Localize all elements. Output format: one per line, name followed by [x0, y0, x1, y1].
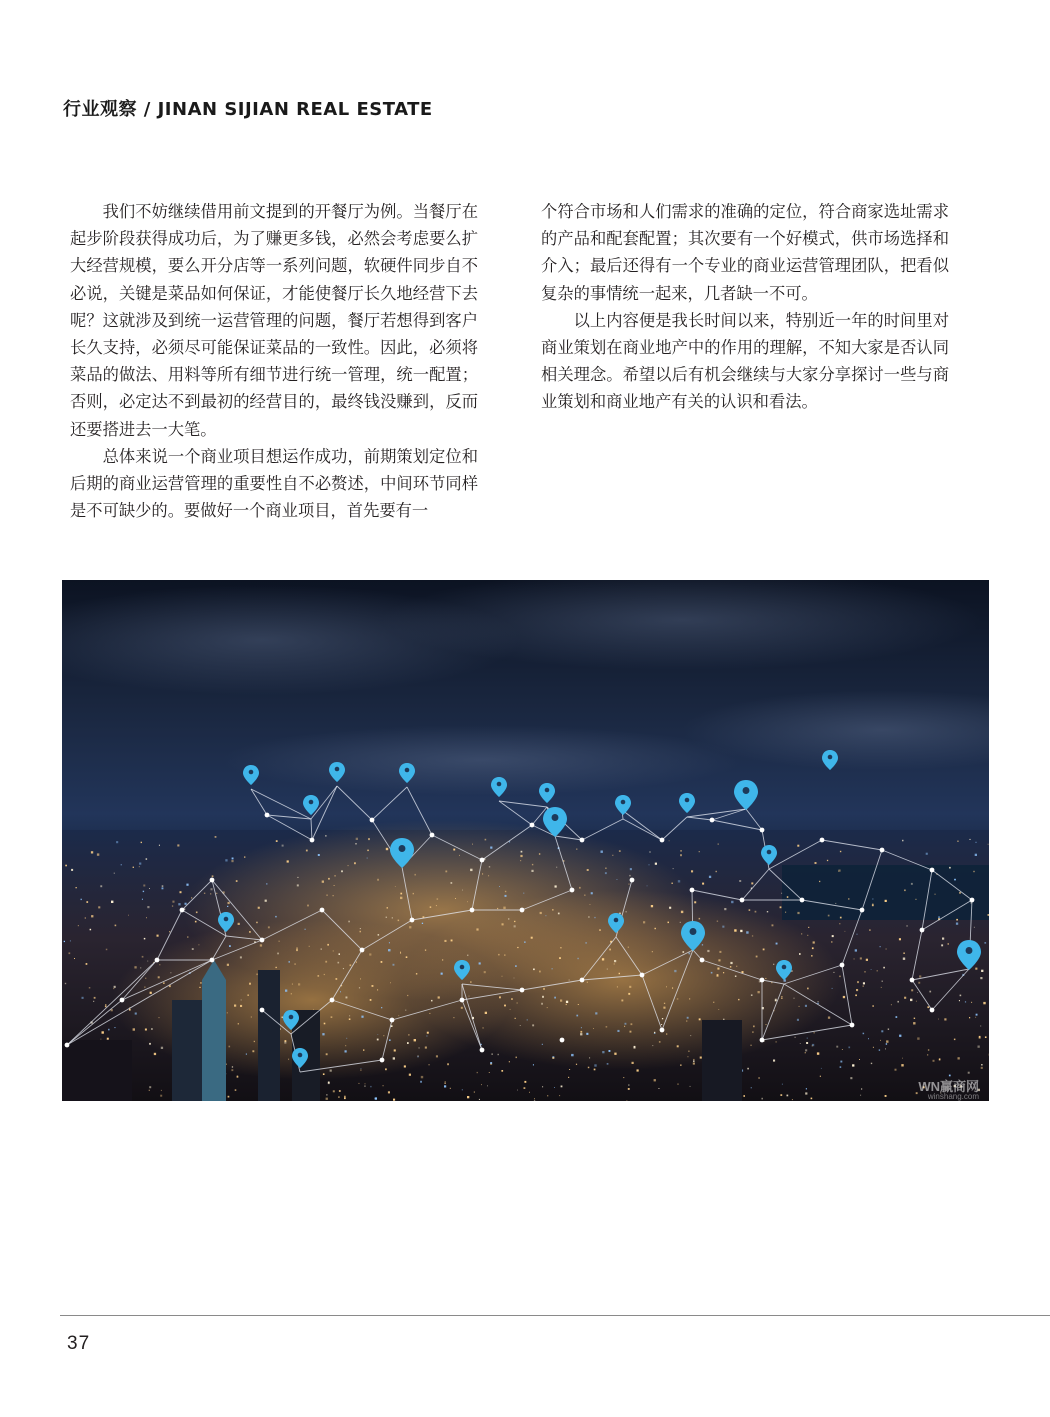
network-node [180, 908, 185, 913]
network-node [710, 818, 715, 823]
network-node [800, 898, 805, 903]
article-column-right [541, 198, 949, 416]
network-node [630, 878, 635, 883]
network-node [860, 908, 865, 913]
network-node [580, 838, 585, 843]
network-node [740, 898, 745, 903]
network-node [530, 823, 535, 828]
night-city-image [62, 580, 989, 1101]
network-node [520, 988, 525, 993]
network-node [260, 1008, 265, 1013]
article-paragraph: 总体来说一个商业项目想运作成功，前期策划定位和后期的商业运营管理的重要性自不必赘述，中间环节同样是不可缺少的。要做好一个商业项目，首先要有一 [70, 446, 478, 521]
article-paragraph: 我们不妨继续借用前文提到的开餐厅为例。当餐厅在起步阶段获得成功后，为了赚更多钱，必然会考虑要么扩大经营规模，要么开分店等一系列问题，软硬件同步自不必说，关键是菜品如何保证，才能使餐厅长久地经营下去呢？这就涉及到统一运营管理的问题，餐厅若想得到客户长久支持，必须尽可能保证菜品的一致性。因此，必须将菜品的做法、用料等所有细节进行统一管理，统一配置；否则，必定达不到最初的经营目的，最终钱没赚到，反而还要搭进去一大笔。 [70, 202, 478, 439]
article-paragraph: 以上内容便是我长时间以来，特别近一年的时间里对商业策划在商业地产中的作用的理解，不知大家是否认同相关理念。希望以后有机会继续与大家分享探讨一些与商业策划和商业地产有关的认识和看法。 [541, 310, 949, 412]
network-node [310, 838, 315, 843]
network-node [430, 833, 435, 838]
network-node [470, 908, 475, 913]
network-node [155, 958, 160, 963]
network-node [380, 1058, 385, 1063]
network-node [880, 848, 885, 853]
network-node [640, 973, 645, 978]
network-node [840, 963, 845, 968]
network-node [930, 868, 935, 873]
article-paragraph: 个符合市场和人们需求的准确的定位，符合商家选址需求的产品和配套配置；其次要有一个好模式，供市场选择和介入；最后还得有一个专业的商业运营管理团队，把看似复杂的事情统一起来，几者缺一不可。 [541, 202, 949, 303]
watermark-logo: WN赢商网 [918, 1079, 979, 1094]
network-node [690, 888, 695, 893]
network-node [330, 998, 335, 1003]
network-node [660, 1028, 665, 1033]
network-node [700, 958, 705, 963]
network-node [850, 1023, 855, 1028]
network-node [970, 898, 975, 903]
network-node [920, 928, 925, 933]
network-node [660, 838, 665, 843]
network-node [260, 938, 265, 943]
network-node [65, 1043, 70, 1048]
network-node [820, 838, 825, 843]
watermark-url: winshang.com [927, 1092, 979, 1101]
article-column-left [70, 198, 478, 524]
network-node [910, 978, 915, 983]
network-node [560, 1038, 565, 1043]
network-node [760, 978, 765, 983]
city-network-photo [62, 580, 989, 1101]
network-node [120, 998, 125, 1003]
network-node [210, 878, 215, 883]
network-node [210, 958, 215, 963]
network-node [580, 978, 585, 983]
network-node [760, 828, 765, 833]
page-number: 37 [67, 1333, 91, 1354]
network-node [930, 1008, 935, 1013]
network-node [520, 908, 525, 913]
network-node [265, 813, 270, 818]
network-node [760, 1038, 765, 1043]
network-node [390, 1018, 395, 1023]
network-node [360, 948, 365, 953]
network-node [570, 888, 575, 893]
footer-rule [60, 1315, 1050, 1316]
network-node [370, 818, 375, 823]
network-node [480, 1048, 485, 1053]
network-node [480, 858, 485, 863]
network-node [460, 998, 465, 1003]
network-node [320, 908, 325, 913]
section-header: 行业观察 / JINAN SIJIAN REAL ESTATE [63, 99, 433, 120]
network-node [410, 918, 415, 923]
